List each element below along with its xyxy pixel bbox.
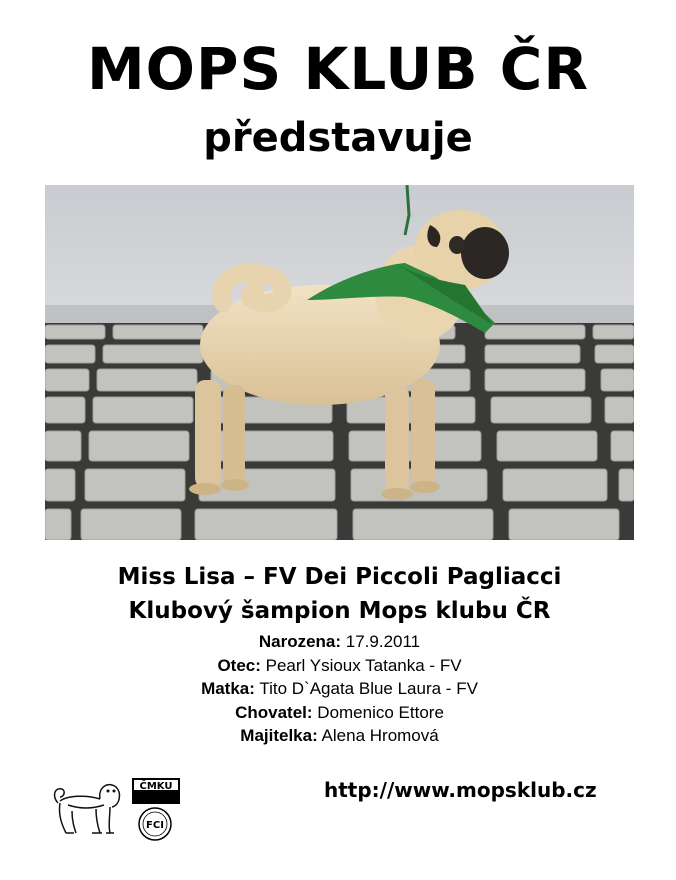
fci-logo-icon (137, 806, 173, 847)
detail-value: 17.9.2011 (341, 632, 421, 651)
detail-value: Domenico Ettore (312, 702, 444, 722)
dog-title: Klubový šampion Mops klubu ČR (128, 598, 551, 624)
cmku-logo-text: ČMKU (139, 781, 173, 792)
cmku-logo-icon (132, 778, 180, 809)
fci-logo-text: FCI (146, 820, 164, 831)
detail-label: Matka: (201, 679, 255, 698)
detail-row-breeder (45, 701, 634, 725)
detail-value: Pearl Ysioux Tatanka - FV (260, 655, 462, 675)
poster-title: MOPS KLUB ČR (86, 35, 590, 103)
detail-row-owner (45, 724, 634, 748)
detail-label: Majitelka: (240, 726, 318, 745)
detail-label: Chovatel: (235, 702, 313, 722)
detail-label: Narozena: (258, 632, 342, 651)
detail-label: Otec: (217, 655, 261, 675)
poster-subtitle: představuje (203, 115, 473, 161)
pug-logo-icon (48, 775, 124, 842)
dog-name: Miss Lisa – FV Dei Piccoli Pagliacci (117, 564, 562, 590)
detail-row-dam (45, 677, 634, 701)
detail-row-sire (45, 654, 634, 678)
dog-details (45, 630, 634, 748)
detail-value: Tito D`Agata Blue Laura - FV (254, 679, 478, 698)
detail-value: Alena Hromová (317, 726, 439, 745)
club-url-link[interactable]: http://www.mopsklub.cz (324, 778, 597, 802)
pug-photo (45, 185, 634, 540)
detail-row-born (45, 630, 634, 654)
